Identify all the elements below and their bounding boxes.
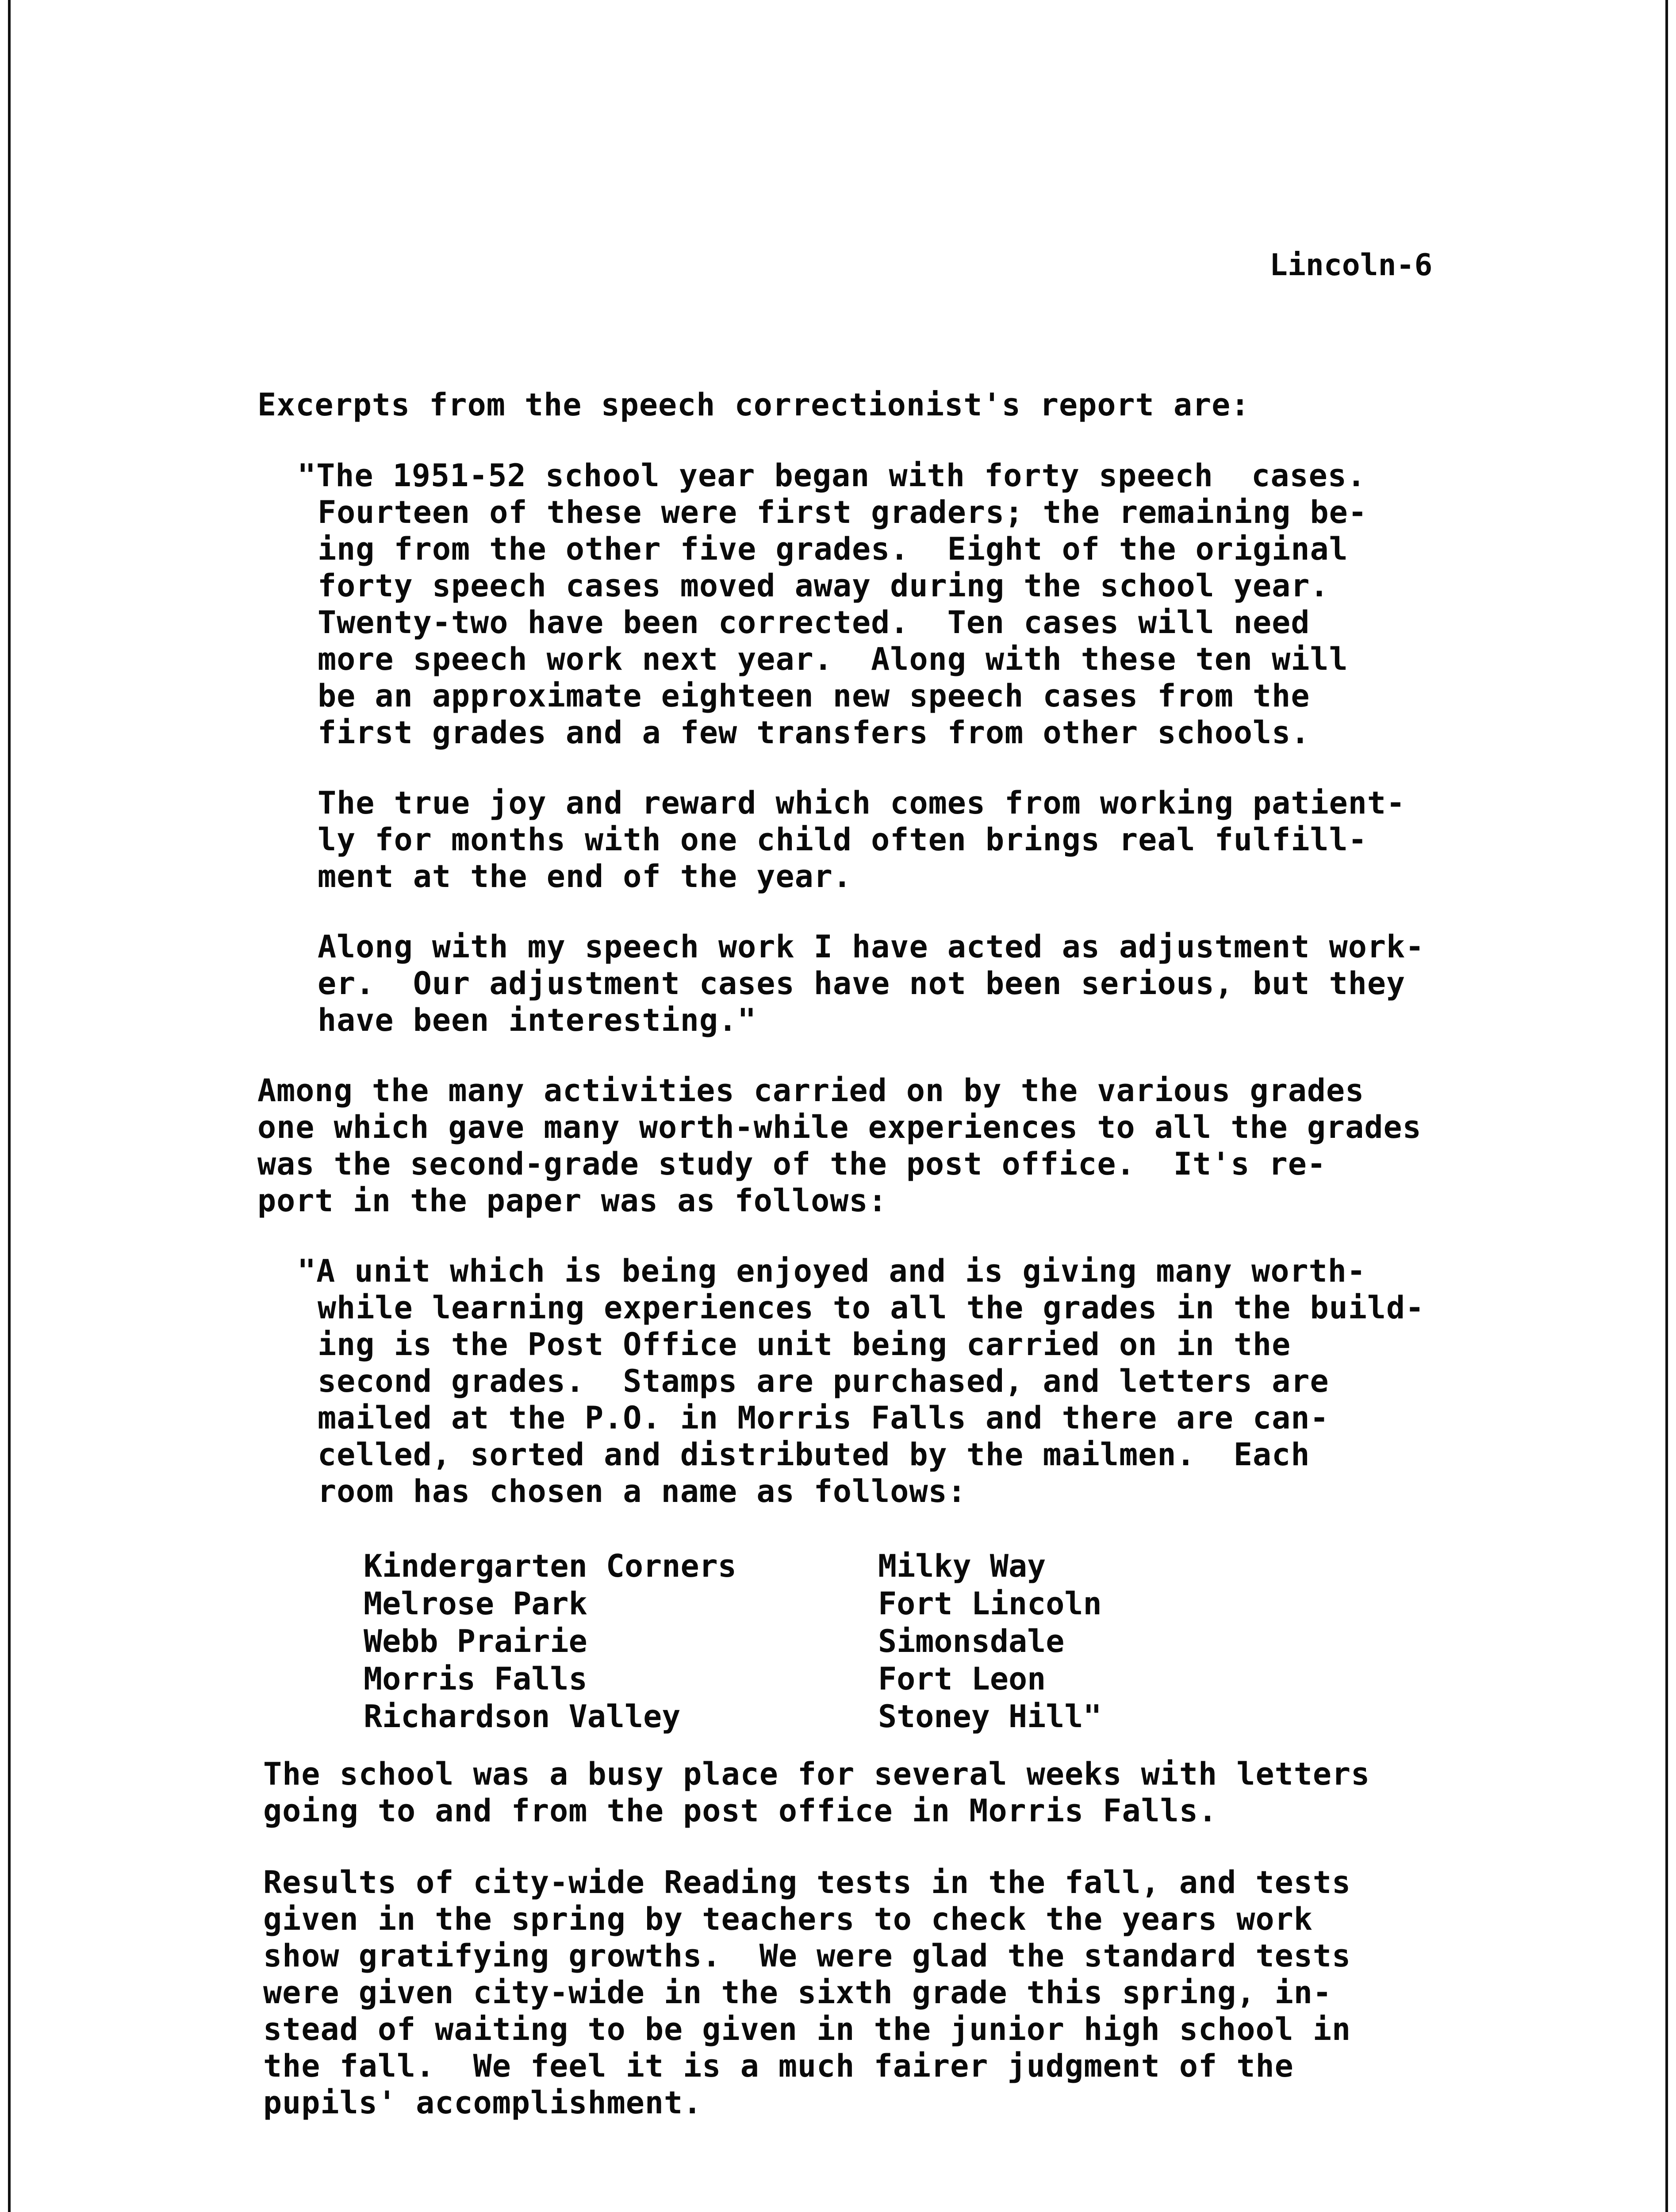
quote1-line: more speech work next year. Along with these ten will <box>318 641 1348 677</box>
quote1-line: ly for months with one child often brings real fulfill- <box>318 822 1367 858</box>
room-name-right: Milky Way <box>878 1548 1046 1584</box>
body-line: show gratifying growths. We were glad the standard tests <box>263 1938 1351 1974</box>
room-name-left: Kindergarten Corners <box>364 1548 736 1584</box>
body-line: port in the paper was as follows: <box>257 1183 887 1219</box>
body-line: given in the spring by teachers to check the years work <box>263 1901 1313 1937</box>
quote1-line: Along with my speech work I have acted as adjustment work- <box>318 929 1425 965</box>
body-line: the fall. We feel it is a much fairer judgment of the <box>263 2048 1294 2084</box>
body-line: were given city-wide in the sixth grade this spring, in- <box>263 1974 1332 2011</box>
body-line: The school was a busy place for several weeks with letters <box>263 1756 1370 1792</box>
quote1-line: er. Our adjustment cases have not been serious, but they <box>318 965 1406 1002</box>
room-name-right: Fort Lincoln <box>878 1586 1102 1622</box>
quote2-line: room has chosen a name as follows: <box>318 1473 966 1509</box>
body-line: pupils' accomplishment. <box>263 2085 702 2121</box>
quote2-line: celled, sorted and distributed by the mailmen. Each <box>318 1436 1310 1473</box>
quote1-line: first grades and a few transfers from other schools. <box>318 714 1310 751</box>
quote1-line: ing from the other five grades. Eight of the original <box>318 531 1348 567</box>
body-line: Results of city-wide Reading tests in the fall, and tests <box>263 1864 1351 1901</box>
room-name-left: Melrose Park <box>364 1586 587 1622</box>
quote1-line: "The 1951-52 school year began with forty speech cases. <box>297 457 1366 494</box>
body-line: one which gave many worth-while experiences to all the grades <box>257 1109 1422 1145</box>
scan-border-right <box>1665 0 1668 2212</box>
quote1-line: be an approximate eighteen new speech cases from the <box>318 678 1310 714</box>
quote2-line: while learning experiences to all the grades in the build- <box>318 1290 1425 1326</box>
quote1-line: forty speech cases moved away during the school year. <box>318 568 1329 604</box>
quote1-line: Fourteen of these were first graders; the remaining be- <box>318 494 1367 530</box>
body-line: going to and from the post office in Morris Falls. <box>263 1793 1218 1829</box>
quote2-line: second grades. Stamps are purchased, and letters are <box>318 1363 1329 1399</box>
room-name-left: Webb Prairie <box>364 1623 587 1659</box>
room-name-left: Richardson Valley <box>364 1698 681 1735</box>
room-name-left: Morris Falls <box>364 1661 587 1697</box>
quote2-line: ing is the Post Office unit being carried on in the <box>318 1326 1291 1363</box>
room-name-right: Fort Leon <box>878 1661 1046 1697</box>
intro-line: Excerpts from the speech correctionist's report are: <box>257 387 1250 423</box>
quote1-line: Twenty-two have been corrected. Ten cases will need <box>318 604 1310 641</box>
room-name-right: Simonsdale <box>878 1623 1065 1659</box>
quote2-line: mailed at the P.O. in Morris Falls and there are can- <box>318 1400 1329 1436</box>
quote1-line: have been interesting." <box>318 1002 757 1038</box>
quote2-line: "A unit which is being enjoyed and is giving many worth- <box>297 1253 1366 1289</box>
body-line: was the second-grade study of the post office. It's re- <box>257 1146 1327 1182</box>
quote1-line: ment at the end of the year. <box>318 858 852 895</box>
body-line: Among the many activities carried on by the various grades <box>257 1072 1365 1109</box>
room-name-right: Stoney Hill" <box>878 1698 1102 1735</box>
page-number: Lincoln-6 <box>1269 248 1433 283</box>
quote1-line: The true joy and reward which comes from working patient- <box>318 785 1406 821</box>
body-line: stead of waiting to be given in the junior high school in <box>263 2011 1351 2047</box>
